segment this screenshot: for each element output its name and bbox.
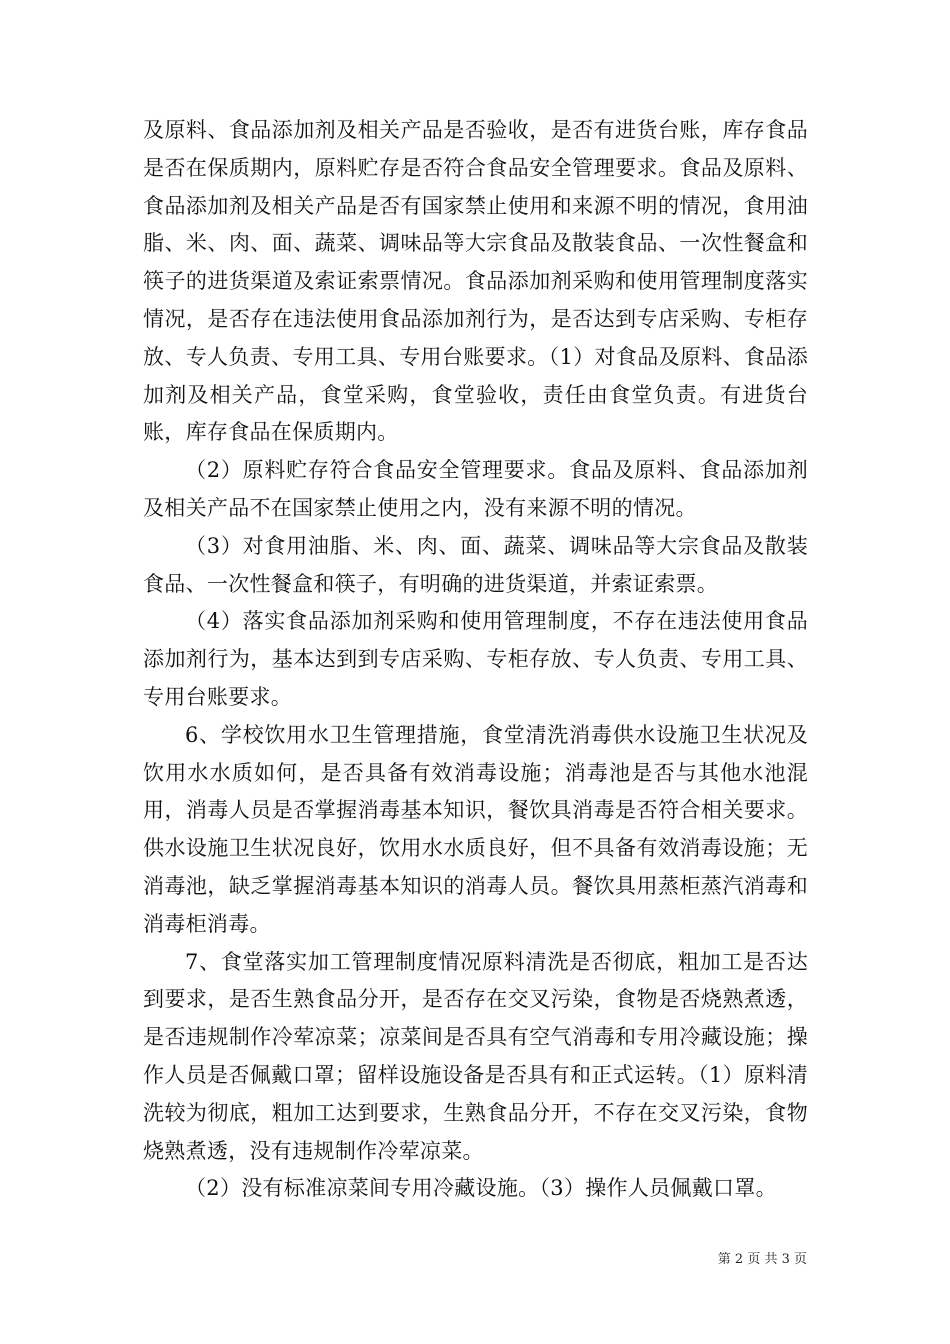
paragraph-procurement-inspection: 及原料、食品添加剂及相关产品是否验收，是否有进货台账，库存食品是否在保质期内，原料贮存是否符合食品安全管理要求。食品及原料、食品添加剂及相关产品是否有国家禁止使用和来源不明的情况，食用油脂、米、肉、面、蔬菜、调味品等大宗食品及散装食品、一次性餐盒和筷子的进货渠道及索证索票情况。食品添加剂采购和使用管理制度落实情况，是否存在违法使用食品添加剂行为，是否达到专店采购、专柜存放、专人负责、专用工具、专用台账要求。（1）对食品及原料、食品添加剂及相关产品，食堂采购，食堂验收，责任由食堂负责。有进货台账，库存食品在保质期内。 xyxy=(143,118,808,445)
paragraph-additive-management: （4）落实食品添加剂采购和使用管理制度，不存在违法使用食品添加剂行为，基本达到到专店采购、专柜存放、专人负责、专用工具、专用台账要求。 xyxy=(143,609,808,709)
paragraph-drinking-water: 6、学校饮用水卫生管理措施，食堂清洗消毒供水设施卫生状况及饮用水水质如何，是否具备有效消毒设施；消毒池是否与其他水池混用，消毒人员是否掌握消毒基本知识，餐饮具消毒是否符合相关要求。供水设施卫生状况良好，饮用水水质良好，但不具备有效消毒设施；无消毒池，缺乏掌握消毒基本知识的消毒人员。餐饮具用蒸柜蒸汽消毒和消毒柜消毒。 xyxy=(143,722,808,936)
paragraph-processing-management: 7、食堂落实加工管理制度情况原料清洗是否彻底，粗加工是否达到要求，是否生熟食品分开，是否存在交叉污染，食物是否烧熟煮透，是否违规制作冷荤凉菜；凉菜间是否具有空气消毒和专用冷藏设施；操作人员是否佩戴口罩；留样设施设备是否具有和正式运转。（1）原料清洗较为彻底，粗加工达到要求，生熟食品分开，不存在交叉污染，食物烧熟煮透，没有违规制作冷荤凉菜。 xyxy=(143,949,808,1163)
paragraph-cold-storage-masks: （2）没有标准凉菜间专用冷藏设施。（3）操作人员佩戴口罩。 xyxy=(185,1176,777,1201)
paragraph-bulk-food-channels: （3）对食用油脂、米、肉、面、蔬菜、调味品等大宗食品及散装食品、一次性餐盒和筷子，有明确的进货渠道，并索证索票。 xyxy=(143,533,808,596)
paragraph-storage-compliance: （2）原料贮存符合食品安全管理要求。食品及原料、食品添加剂及相关产品不在国家禁止使用之内，没有来源不明的情况。 xyxy=(143,458,808,520)
page-number: 第 2 页 共 3 页 xyxy=(717,1252,807,1267)
document-body xyxy=(143,112,808,1208)
